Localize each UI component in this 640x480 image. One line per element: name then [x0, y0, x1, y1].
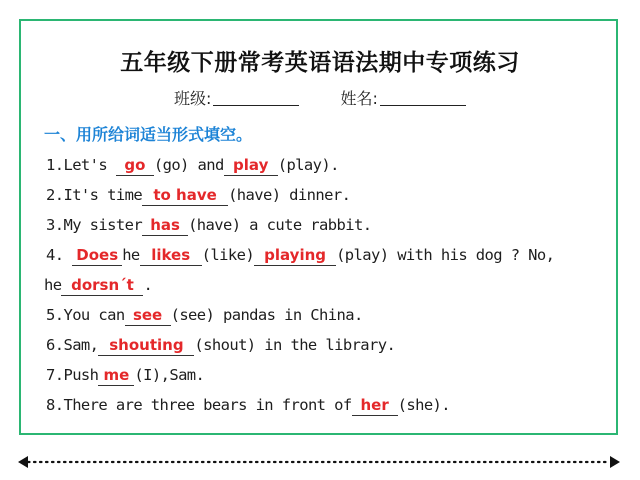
- q5-text-b: (see) pandas in China.: [170, 306, 363, 324]
- question-5: [46, 300, 606, 330]
- name-field[interactable]: [341, 86, 466, 109]
- question-2: [46, 180, 606, 210]
- question-3: [46, 210, 606, 240]
- q4-answer-4-text: dorsn´t: [71, 276, 134, 294]
- q1-answer-2[interactable]: [224, 155, 278, 176]
- right-arrow-icon: [610, 456, 620, 468]
- q6-answer[interactable]: [98, 335, 194, 356]
- question-4: [46, 240, 606, 270]
- q4-answer-2-text: likes: [151, 246, 191, 264]
- q8-text-a: 8.There are three bears in front of: [46, 396, 352, 414]
- q4-text-b: he: [122, 246, 140, 264]
- q4-text-f: .: [143, 276, 153, 294]
- q4-text-d: (play) with his dog ? No,: [336, 246, 555, 264]
- q3-answer[interactable]: [142, 215, 188, 236]
- q3-answer-text: has: [150, 216, 180, 234]
- q4-answer-1[interactable]: [72, 245, 122, 266]
- q4-answer-1-text: Does: [76, 246, 119, 264]
- question-4-continued: [44, 270, 606, 300]
- q4-answer-2[interactable]: [140, 245, 202, 266]
- question-7: [46, 360, 606, 390]
- q7-text-a: 7.Push: [46, 366, 99, 384]
- class-blank[interactable]: [213, 91, 299, 106]
- question-8: [46, 390, 606, 420]
- q1-text-b: (go) and: [153, 156, 224, 174]
- q1-text-a: 1.Let's: [46, 156, 116, 174]
- q7-answer[interactable]: [98, 365, 134, 386]
- exercise-list: [46, 150, 606, 420]
- q8-text-b: (she).: [397, 396, 451, 414]
- q7-text-b: (I),Sam.: [134, 366, 205, 384]
- student-info-line: [0, 86, 640, 109]
- q2-text-a: 2.It's time: [46, 186, 143, 204]
- section-heading: 一、用所给词适当形式填空。: [44, 125, 253, 144]
- q4-text-c: (like): [201, 246, 255, 264]
- q8-answer-text: her: [360, 396, 389, 414]
- q4-answer-3-text: playing: [264, 246, 327, 264]
- q8-answer[interactable]: [352, 395, 398, 416]
- q5-answer-text: see: [132, 306, 163, 324]
- question-6: [46, 330, 606, 360]
- q6-answer-text: shouting: [109, 336, 184, 354]
- q6-text-b: (shout) in the library.: [194, 336, 396, 354]
- name-blank[interactable]: [380, 91, 466, 106]
- q2-answer-text: to have: [153, 186, 217, 204]
- q4-answer-4[interactable]: [61, 275, 143, 296]
- q7-answer-text: me: [103, 366, 130, 384]
- q3-text-a: 3.My sister: [46, 216, 143, 234]
- q5-answer[interactable]: [125, 305, 171, 326]
- class-label: 班级:: [174, 89, 212, 108]
- name-label: 姓名:: [340, 89, 378, 108]
- class-field[interactable]: [174, 86, 299, 109]
- q1-answer-1[interactable]: [116, 155, 154, 176]
- page-title: 五年级下册常考英语语法期中专项练习: [120, 50, 520, 76]
- q6-text-a: 6.Sam,: [46, 336, 99, 354]
- q4-answer-3[interactable]: [254, 245, 336, 266]
- q4-text-e: he: [44, 276, 62, 294]
- question-1: [46, 150, 606, 180]
- q2-answer[interactable]: [142, 185, 228, 206]
- left-arrow-icon: [18, 456, 28, 468]
- q5-text-a: 5.You can: [46, 306, 125, 324]
- q1-text-c: (play).: [277, 156, 339, 174]
- q1-answer-1-text: go: [124, 156, 146, 174]
- dotted-divider: [16, 452, 622, 472]
- q3-text-b: (have) a cute rabbit.: [188, 216, 372, 234]
- q2-text-b: (have) dinner.: [228, 186, 351, 204]
- q4-text-a: 4.: [46, 246, 73, 264]
- q1-answer-2-text: play: [233, 156, 269, 174]
